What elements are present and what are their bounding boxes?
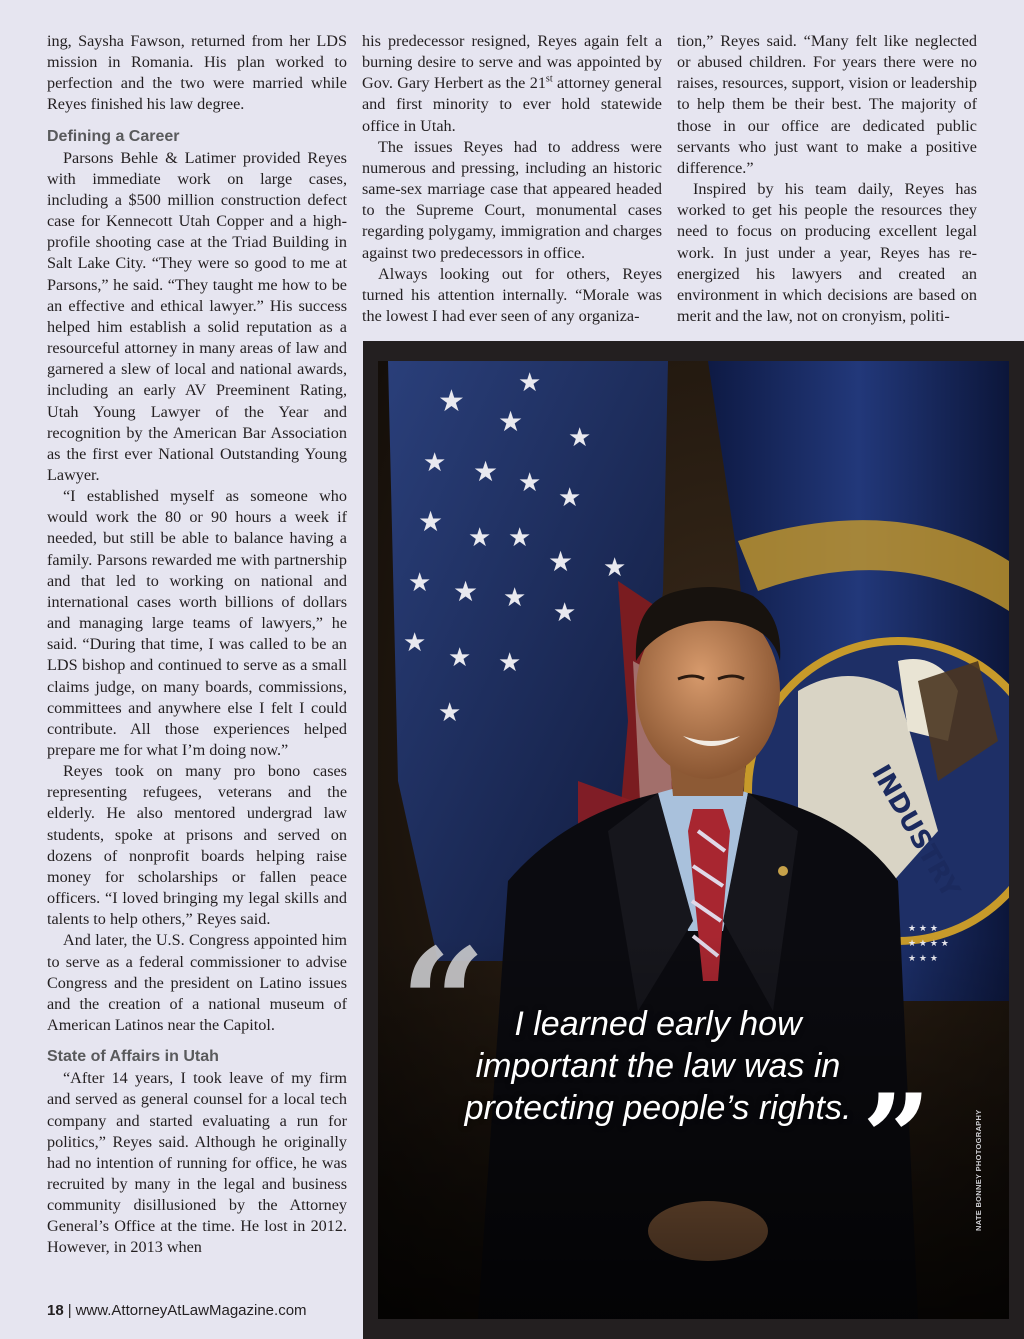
page-footer	[47, 1302, 307, 1319]
close-quote-mark: ”	[862, 1068, 932, 1209]
paragraph-text: his predecessor resigned, Reyes again felt a burning desire to serve and was appointed by Gov. Gary Herbert as the 21	[362, 32, 662, 93]
paragraph: Always looking out for others, Reyes turned his attention internally. “Morale was the lowest I had ever seen of any organiza-	[362, 264, 662, 326]
pull-quote: I learned early how important the law was in protecting people’s rights.	[464, 1005, 852, 1127]
section-heading-defining-a-career: Defining a Career	[47, 127, 180, 145]
section-heading-state-of-affairs: State of Affairs in Utah	[47, 1048, 219, 1066]
footer-separator: |	[67, 1302, 72, 1319]
website-link[interactable]: www.AttorneyAtLawMagazine.com	[75, 1302, 307, 1319]
photo-credit: NATE BONNEY PHOTOGRAPHY	[974, 1109, 983, 1231]
photo-frame	[363, 341, 1024, 1339]
paragraph: Parsons Behle & Latimer provided Reyes with immediate work on large cases, including a $500 million construction defect case for Kennecott Utah Copper and a high-profile shooting case at the Triad Building in Salt Lake City. “They were so good to me at Parsons,” he said. “They taught me how to be an effective and ethical lawyer.” His success helped him establish a solid reputation as a resourceful attorney in many areas of law and garnered a slew of local and national awards, including an early AV Preeminent Rating, Utah Young Lawyer of the Year and recognition by the American Bar Association as the first ever National Outstanding Young Lawyer.	[47, 148, 347, 484]
paragraph: “I established myself as someone who would work the 80 or 90 hours a week if needed, but still be able to balance having a family. Parsons rewarded me with partnership and that led to working on national and international cases worth billions of dollars and managing large teams of lawyers,” he said. “During that time, I was called to be an LDS bishop and continued to serve as a small claims judge, on many boards, commissions, committees and anywhere else I felt I could contribute. All those experiences helped prepare me for what I’m doing now.”	[47, 487, 347, 759]
paragraph: “After 14 years, I took leave of my firm and served as general counsel for a local tech company and started evaluating a run for politics,” Reyes said. Although he originally had no intention of running for office, he was recruited by many in the legal and business community disillusioned by the Attorney General’s Office at the time. He lost in 2012. However, in 2013 when	[47, 1069, 347, 1257]
paragraph: And later, the U.S. Congress appointed him to serve as a federal commissioner to advise Congress and the president on Latino issues and the creation of a national museum of American Latinos near the Capitol.	[47, 931, 347, 1035]
article-column-3	[677, 31, 977, 327]
paragraph: The issues Reyes had to address were numerous and pressing, including an historic same-sex marriage case that appeared headed to the Supreme Court, monumental cases regarding polygamy, immigration and charges against two predecessors in office.	[362, 137, 662, 262]
paragraph-text: attorney general and first minority to ever hold statewide office in Utah.	[362, 74, 662, 135]
portrait-photo	[378, 361, 1009, 1319]
paragraph: Inspired by his team daily, Reyes has worked to get his people the resources they need to focus on producing excellent legal work. In just under a year, Reyes has re-energized his lawyers and created an environment in which decisions are based on merit and the law, not on cronyism, politi-	[677, 180, 977, 326]
paragraph: ing, Saysha Fawson, returned from her LDS mission in Romania. His plan worked to perfection and the two were married while Reyes finished his law degree.	[47, 32, 347, 114]
page-number: 18	[47, 1302, 64, 1319]
article-column-2	[362, 31, 662, 327]
paragraph: tion,” Reyes said. “Many felt like neglected or abused children. For years there were no raises, resources, support, vision or leadership to help them be their best. The majority of those in our office are dedicated public servants who just want to make a positive difference.”	[677, 32, 977, 177]
paragraph: Reyes took on many pro bono cases representing refugees, veterans and the elderly. He also mentored undergrad law students, spoke at prisons and served on dozens of nonprofit boards helping raise money for scholarships or fallen peace officers. “I loved bringing my legal skills and talents to help others,” Reyes said.	[47, 762, 347, 929]
superscript: st	[545, 73, 553, 85]
article-column-1	[47, 31, 347, 1259]
paragraph	[362, 31, 662, 137]
open-quote-mark: “	[400, 916, 487, 1092]
